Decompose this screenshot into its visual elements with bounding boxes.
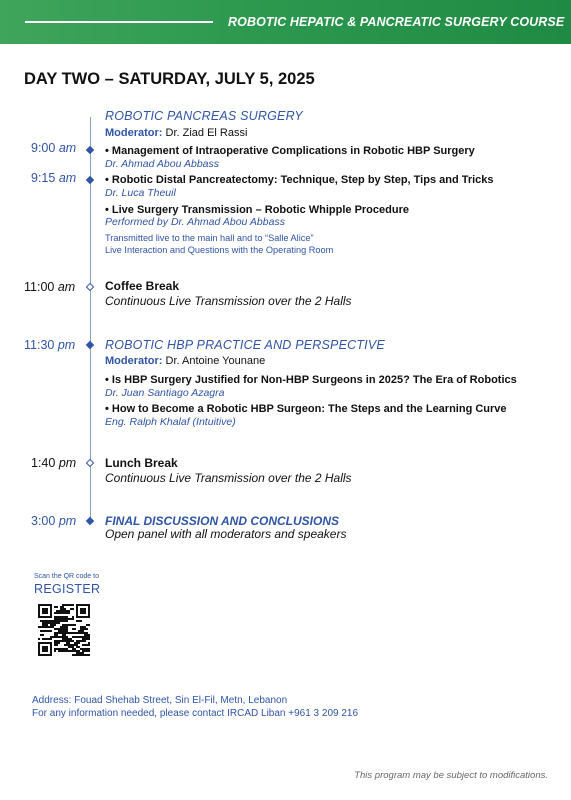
transmission-note: Live Interaction and Questions with the Operating Room [105, 245, 334, 255]
break-title: Lunch Break [105, 456, 178, 470]
talk-title: • Live Surgery Transmission – Robotic Whipple Procedure [105, 204, 409, 216]
diamond-icon [86, 459, 94, 467]
session1-moderator [105, 127, 247, 139]
session1-title: ROBOTIC PANCREAS SURGERY [105, 109, 303, 123]
time-ampm: am [58, 141, 77, 155]
register-label: REGISTER [34, 582, 101, 596]
time-1130 [24, 338, 75, 352]
contact-info: For any information needed, please contact IRCAD Liban +961 3 209 216 [32, 708, 359, 719]
transmission-note: Transmitted live to the main hall and to “Salle Alice” [105, 233, 314, 243]
break-subtitle: Continuous Live Transmission over the 2 Halls [105, 294, 352, 308]
banner-title: ROBOTIC HEPATIC & PANCREATIC SURGERY COURSE [228, 15, 565, 29]
diamond-icon [86, 283, 94, 291]
talk-speaker: Performed by Dr. Ahmad Abou Abbass [105, 216, 285, 228]
time-1500 [31, 514, 76, 528]
time-value: 9:00 [31, 141, 56, 155]
diamond-icon [86, 341, 94, 349]
moderator-label: Moderator: [105, 127, 163, 139]
time-0900 [31, 141, 76, 155]
time-1100 [24, 280, 75, 294]
final-title: FINAL DISCUSSION AND CONCLUSIONS [105, 514, 340, 528]
time-value: 11:00 [24, 280, 55, 294]
day-title: DAY TWO – SATURDAY, JULY 5, 2025 [24, 70, 315, 88]
time-ampm: pm [58, 514, 77, 528]
time-ampm: am [58, 171, 77, 185]
talk-title: • Robotic Distal Pancreatectomy: Technique, Step by Step, Tips and Tricks [105, 174, 494, 186]
talk-title: • Management of Intraoperative Complications in Robotic HBP Surgery [105, 145, 475, 157]
qr-code-icon[interactable] [38, 604, 90, 656]
header-banner [0, 0, 571, 44]
talk-title: • How to Become a Robotic HBP Surgeon: The Steps and the Learning Curve [105, 403, 507, 415]
time-value: 3:00 [31, 514, 56, 528]
session2-moderator [105, 355, 265, 367]
talk-speaker: Dr. Luca Theuil [105, 187, 176, 199]
diamond-icon [86, 517, 94, 525]
break-title: Coffee Break [105, 279, 180, 293]
time-value: 9:15 [31, 171, 56, 185]
address: Address: Fouad Shehab Street, Sin El-Fil, Metn, Lebanon [32, 695, 288, 706]
talk-speaker: Dr. Juan Santiago Azagra [105, 387, 225, 399]
diamond-icon [86, 146, 94, 154]
qr-caption: Scan the QR code to [34, 573, 99, 580]
talk-speaker: Dr. Ahmad Abou Abbass [105, 158, 220, 170]
time-0915 [31, 171, 76, 185]
time-ampm: am [57, 280, 76, 294]
time-ampm: pm [58, 456, 77, 470]
time-ampm: pm [57, 338, 76, 352]
time-value: 1:40 [31, 456, 56, 470]
disclaimer: This program may be subject to modifications. [354, 770, 548, 781]
talk-title: • Is HBP Surgery Justified for Non-HBP Surgeons in 2025? The Era of Robotics [105, 374, 517, 386]
moderator-name: Dr. Antoine Younane [165, 355, 266, 367]
moderator-label: Moderator: [105, 355, 163, 367]
break-subtitle: Continuous Live Transmission over the 2 Halls [105, 471, 352, 485]
moderator-name: Dr. Ziad El Rassi [165, 127, 248, 139]
time-value: 11:30 [24, 338, 55, 352]
talk-speaker: Eng. Ralph Khalaf (Intuitive) [105, 416, 236, 428]
banner-divider-line [25, 21, 213, 23]
session2-title: ROBOTIC HBP PRACTICE AND PERSPECTIVE [105, 338, 385, 352]
final-subtitle: Open panel with all moderators and speakers [105, 527, 347, 541]
diamond-icon [86, 176, 94, 184]
time-1340 [31, 456, 76, 470]
